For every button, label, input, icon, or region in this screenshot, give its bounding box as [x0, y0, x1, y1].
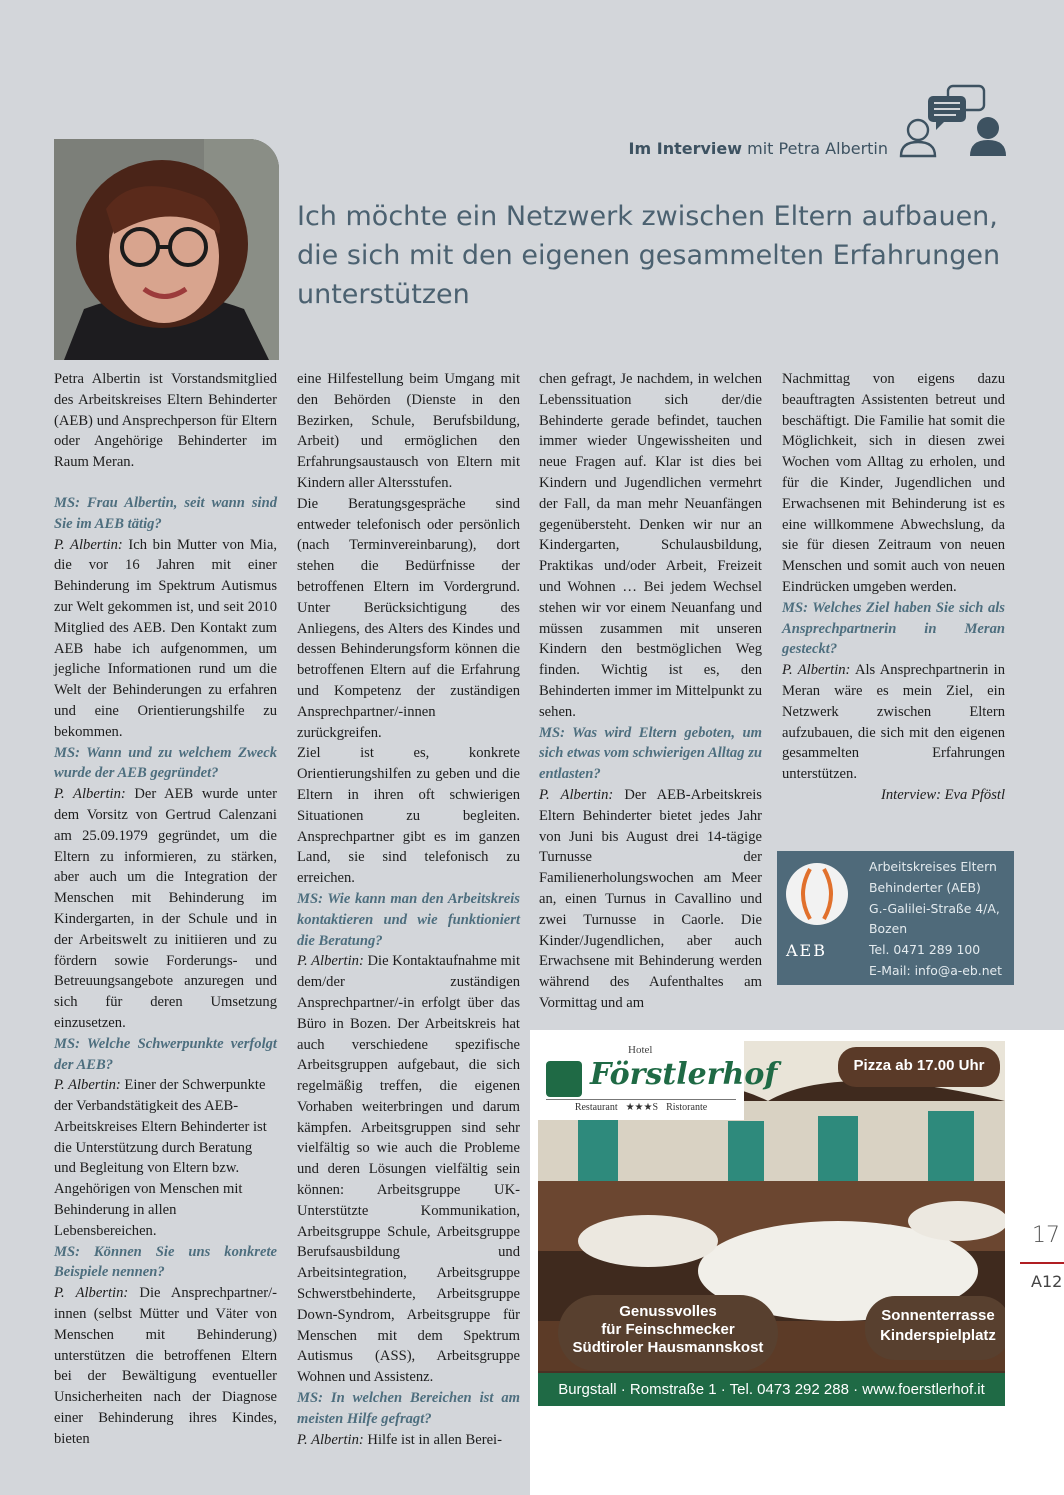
answer-3: P. Albertin: Einer der Schwerpunkte der Verbandstätigkeit des AEB-Arbeitskreises Eltern Behinderter ist die Unterstützung durch Beratung und Begleitung von Eltern bzw. Angehörigen von Menschen mit Behinderung in allen Lebensbereichen.	[54, 1077, 267, 1239]
paragraph: chen gefragt, Je nachdem, in welchen Lebenssituation sich der/die Behinderte gerade befindet, tauchen immer wieder Ungewissheiten und neue Fragen auf. Klar ist dies bei Kindern und Jugendlichen vermehrt der Fall, da man mehr Neuanfängen gegenübersteht. Denken wir nur an Kindergarten, Schulausbildung, Praktikas und/oder Arbeit, Freizeit und Wohnen … Bei jedem Wechsel stehen wir vor einem Neuanfang und müssen zusammen mit unseren Kindern den bestmöglichen Weg finden. Wichtig ist es, den Behinderten immer im Mittelpunkt zu sehen.	[539, 371, 762, 720]
aeb-contact-box	[777, 851, 1014, 985]
aeb-email: E-Mail: info@a-eb.net	[869, 962, 1003, 978]
page-code: A12	[1031, 1272, 1063, 1291]
hotel-subline: Restaurant ★★★S Ristorante	[546, 1099, 736, 1113]
answer-6: P. Albertin: Hilfe ist in allen Berei-	[297, 1431, 502, 1448]
hotel-logo	[538, 1041, 778, 1120]
hotel-advertisement	[538, 1041, 1005, 1406]
question-1: MS: Frau Albertin, seit wann sind Sie im AEB tätig?	[54, 494, 277, 532]
hotel-brand: Förstlerhof	[590, 1057, 778, 1092]
answer-8: P. Albertin: Als Ansprechpartnerin in Meran wäre es mein Ziel, ein Netzwerk zwischen Eltern aufzubauen, die sich mit den eigenen gesammelten Erfahrungen unterstützen.	[782, 662, 1005, 783]
aeb-street: G.-Galilei-Straße 4/A,	[869, 900, 1000, 916]
question-8: MS: Welches Ziel haben Sie sich als Ansprechpartnerin in Meran gesteckt?	[782, 599, 1005, 658]
cuisine-bubble: Genussvolles für Feinschmecker Südtiroler Hausmannskost	[558, 1295, 778, 1371]
hotel-contact-footer: Burgstall · Romstraße 1 · Tel. 0473 292 288 · www.foerstlerhof.it	[538, 1373, 1005, 1406]
aeb-address	[869, 857, 1014, 982]
aeb-logo-text: AEB	[786, 941, 827, 960]
portrait-photo	[54, 139, 279, 360]
text-column-2	[297, 369, 520, 1450]
text-column-3	[539, 369, 762, 1014]
paragraph: Nachmittag von eigens dazu beauftragten Assistenten betreut und beschäftigt. Die Familie hat somit die Möglichkeit, sich in diesen zwei Wochen vom Alltag zu erholen, und für die Kinder, Jugendlichen und Erwachsenen mit Behinderung ist es eine willkommene Abwechslung, da sie für diesen Zeitraum von neuen Menschen und somit auch von neuen Eindrücken umgeben werden.	[782, 371, 1005, 595]
answer-7: P. Albertin: Der AEB-Arbeitskreis Eltern Behinderter bietet jedes Jahr von Juni bis August drei 14-tägige Turnusse der Familienerholungswochen am Meer an, einen Turnus in Cavallino und zwei Turnusse in Caorle. Die Kinder/Jugendlichen, aber auch Erwachsene mit Behinderung werden während des Aufenthaltes am Vormittag und am	[539, 786, 762, 1011]
text-column-4	[782, 369, 1005, 806]
aeb-org-name-2: Behinderter (AEB)	[869, 879, 981, 895]
paragraph: eine Hilfestellung beim Umgang mit den Behörden (Dienste in den Bezirken, Schule, Berufsbildung, Arbeit) und ermöglichen den Erfahrungsaustausch von Eltern mit Kindern aller Altersstufen.	[297, 371, 520, 491]
paragraph: Die Beratungsgespräche sind entweder telefonisch oder persönlich (nach Terminvereinbarung), dort stehen die Bedürfnisse der betroffenen Eltern im Vordergrund. Unter Berücksichtigung des Anliegens, des Alters des Kindes und dessen Behinderungsform können die betroffenen Eltern auf die Erfahrung und Kompetenz der zuständigen Ansprechpartner/-innen zurückgreifen.	[297, 495, 520, 741]
answer-1: P. Albertin: Ich bin Mutter von Mia, die vor 16 Jahren mit einer Behinderung im Spektrum Autismus zur Welt gekommen ist, und seit 2010 Mitglied des AEB. Den Kontakt zum AEB habe ich aufgenommen, um jegliche Informationen rund um die Welt der Behinderungen zu erfahren und eine Orientierungshilfe zu bekommen.	[54, 536, 277, 740]
question-2: MS: Wann und zu welchem Zweck wurde der AEB gegründet?	[54, 744, 277, 782]
pizza-badge: Pizza ab 17.00 Uhr	[838, 1047, 1000, 1087]
answer-4: P. Albertin: Die Ansprechpartner/-innen (selbst Mütter und Väter von Menschen mit Behinderung) unterstützen die betroffenen Eltern bei der Bewältigung eventueller Unsicherheiten nach der Diagnose einer Behinderung ihres Kindes, bieten	[54, 1285, 277, 1447]
question-4: MS: Können Sie uns konkrete Beispiele nennen?	[54, 1243, 277, 1281]
page-number: 17	[1032, 1223, 1060, 1248]
question-6: MS: In welchen Bereichen ist am meisten Hilfe gefragt?	[297, 1390, 520, 1427]
amenities-bubble: Sonnenterrasse Kinderspielplatz	[865, 1296, 1005, 1360]
aeb-logo	[786, 863, 848, 959]
section-label: Im Interview mit Petra Albertin	[628, 139, 888, 158]
intro-paragraph: Petra Albertin ist Vorstandsmitglied des Arbeitskreises Eltern Behinderter (AEB) und Ansprechperson für Eltern oder Angehörige Behinderter im Raum Meran.	[54, 371, 277, 471]
aeb-org-name: Arbeitskreises Eltern	[869, 859, 997, 874]
paragraph: Ziel ist es, konkrete Orientierungshilfen zu geben und die Eltern in ihren oft schwierigen Situationen zu begleiten. Ansprechpartner gibt es im ganzen Land, sie sind telefonisch zu erreichen.	[297, 745, 520, 887]
clover-icon	[546, 1061, 582, 1097]
text-column-1	[54, 369, 277, 1450]
hotel-label: Hotel	[628, 1044, 653, 1056]
article-headline: Ich möchte ein Netzwerk zwischen Eltern aufbauen, die sich mit den eigenen gesammelten Erfahrungen unterstützen	[297, 201, 1001, 310]
interview-chat-icon	[896, 82, 1008, 160]
page-divider	[1020, 1262, 1064, 1264]
question-7: MS: Was wird Eltern geboten, um sich etwas vom schwierigen Alltag zu entlasten?	[539, 724, 762, 783]
aeb-logo-mark-icon	[786, 863, 848, 925]
answer-5: P. Albertin: Die Kontaktaufnahme mit dem/der zuständigen Ansprechpartner/-in erfolgt über das Büro in Bozen. Der Arbeitskreis hat auch verschiedene spezifische Arbeitsgruppen aufgebaut, die sich regelmäßig treffen, die eigenen Vorhaben weiterbringen und darum kämpfen. Arbeitsgruppen sind sehr vielfältig so wie auch die Probleme und deren Lösungen vielfältig sein können: Arbeitsgruppe UK-Unterstützte Kommunikation, Arbeitsgruppe Schule, Arbeitsgruppe Berufsausbildung und Arbeitsintegration, Arbeitsgruppe Schwerstbehinderte, Arbeitsgruppe Down-Syndrom, Arbeitsgruppe für Menschen mit dem Spektrum Autismus (ASS), Arbeitsgruppe Wohnen und Assistenz.	[297, 953, 520, 1386]
answer-2: P. Albertin: Der AEB wurde unter dem Vorsitz von Gertrud Calenzani am 25.09.1979 gegründet, um die Eltern zu informieren, zu stärken, aber auch um die Integration der Menschen mit Behinderung im Kindergarten, in der Schule und in der Arbeitswelt zu initiieren und zu fördern sowie Forderungs- und Betreuungsangebote anzuregen und sich für deren Umsetzung einzusetzen.	[54, 786, 277, 1031]
question-3: MS: Welche Schwerpunkte verfolgt der AEB?	[54, 1035, 277, 1073]
question-5: MS: Wie kann man den Arbeitskreis kontaktieren und wie funktioniert die Beratung?	[297, 890, 520, 949]
aeb-phone: Tel. 0471 289 100	[869, 942, 981, 958]
interview-credit: Interview: Eva Pföstl	[880, 786, 1005, 803]
aeb-city: Bozen	[869, 921, 908, 937]
